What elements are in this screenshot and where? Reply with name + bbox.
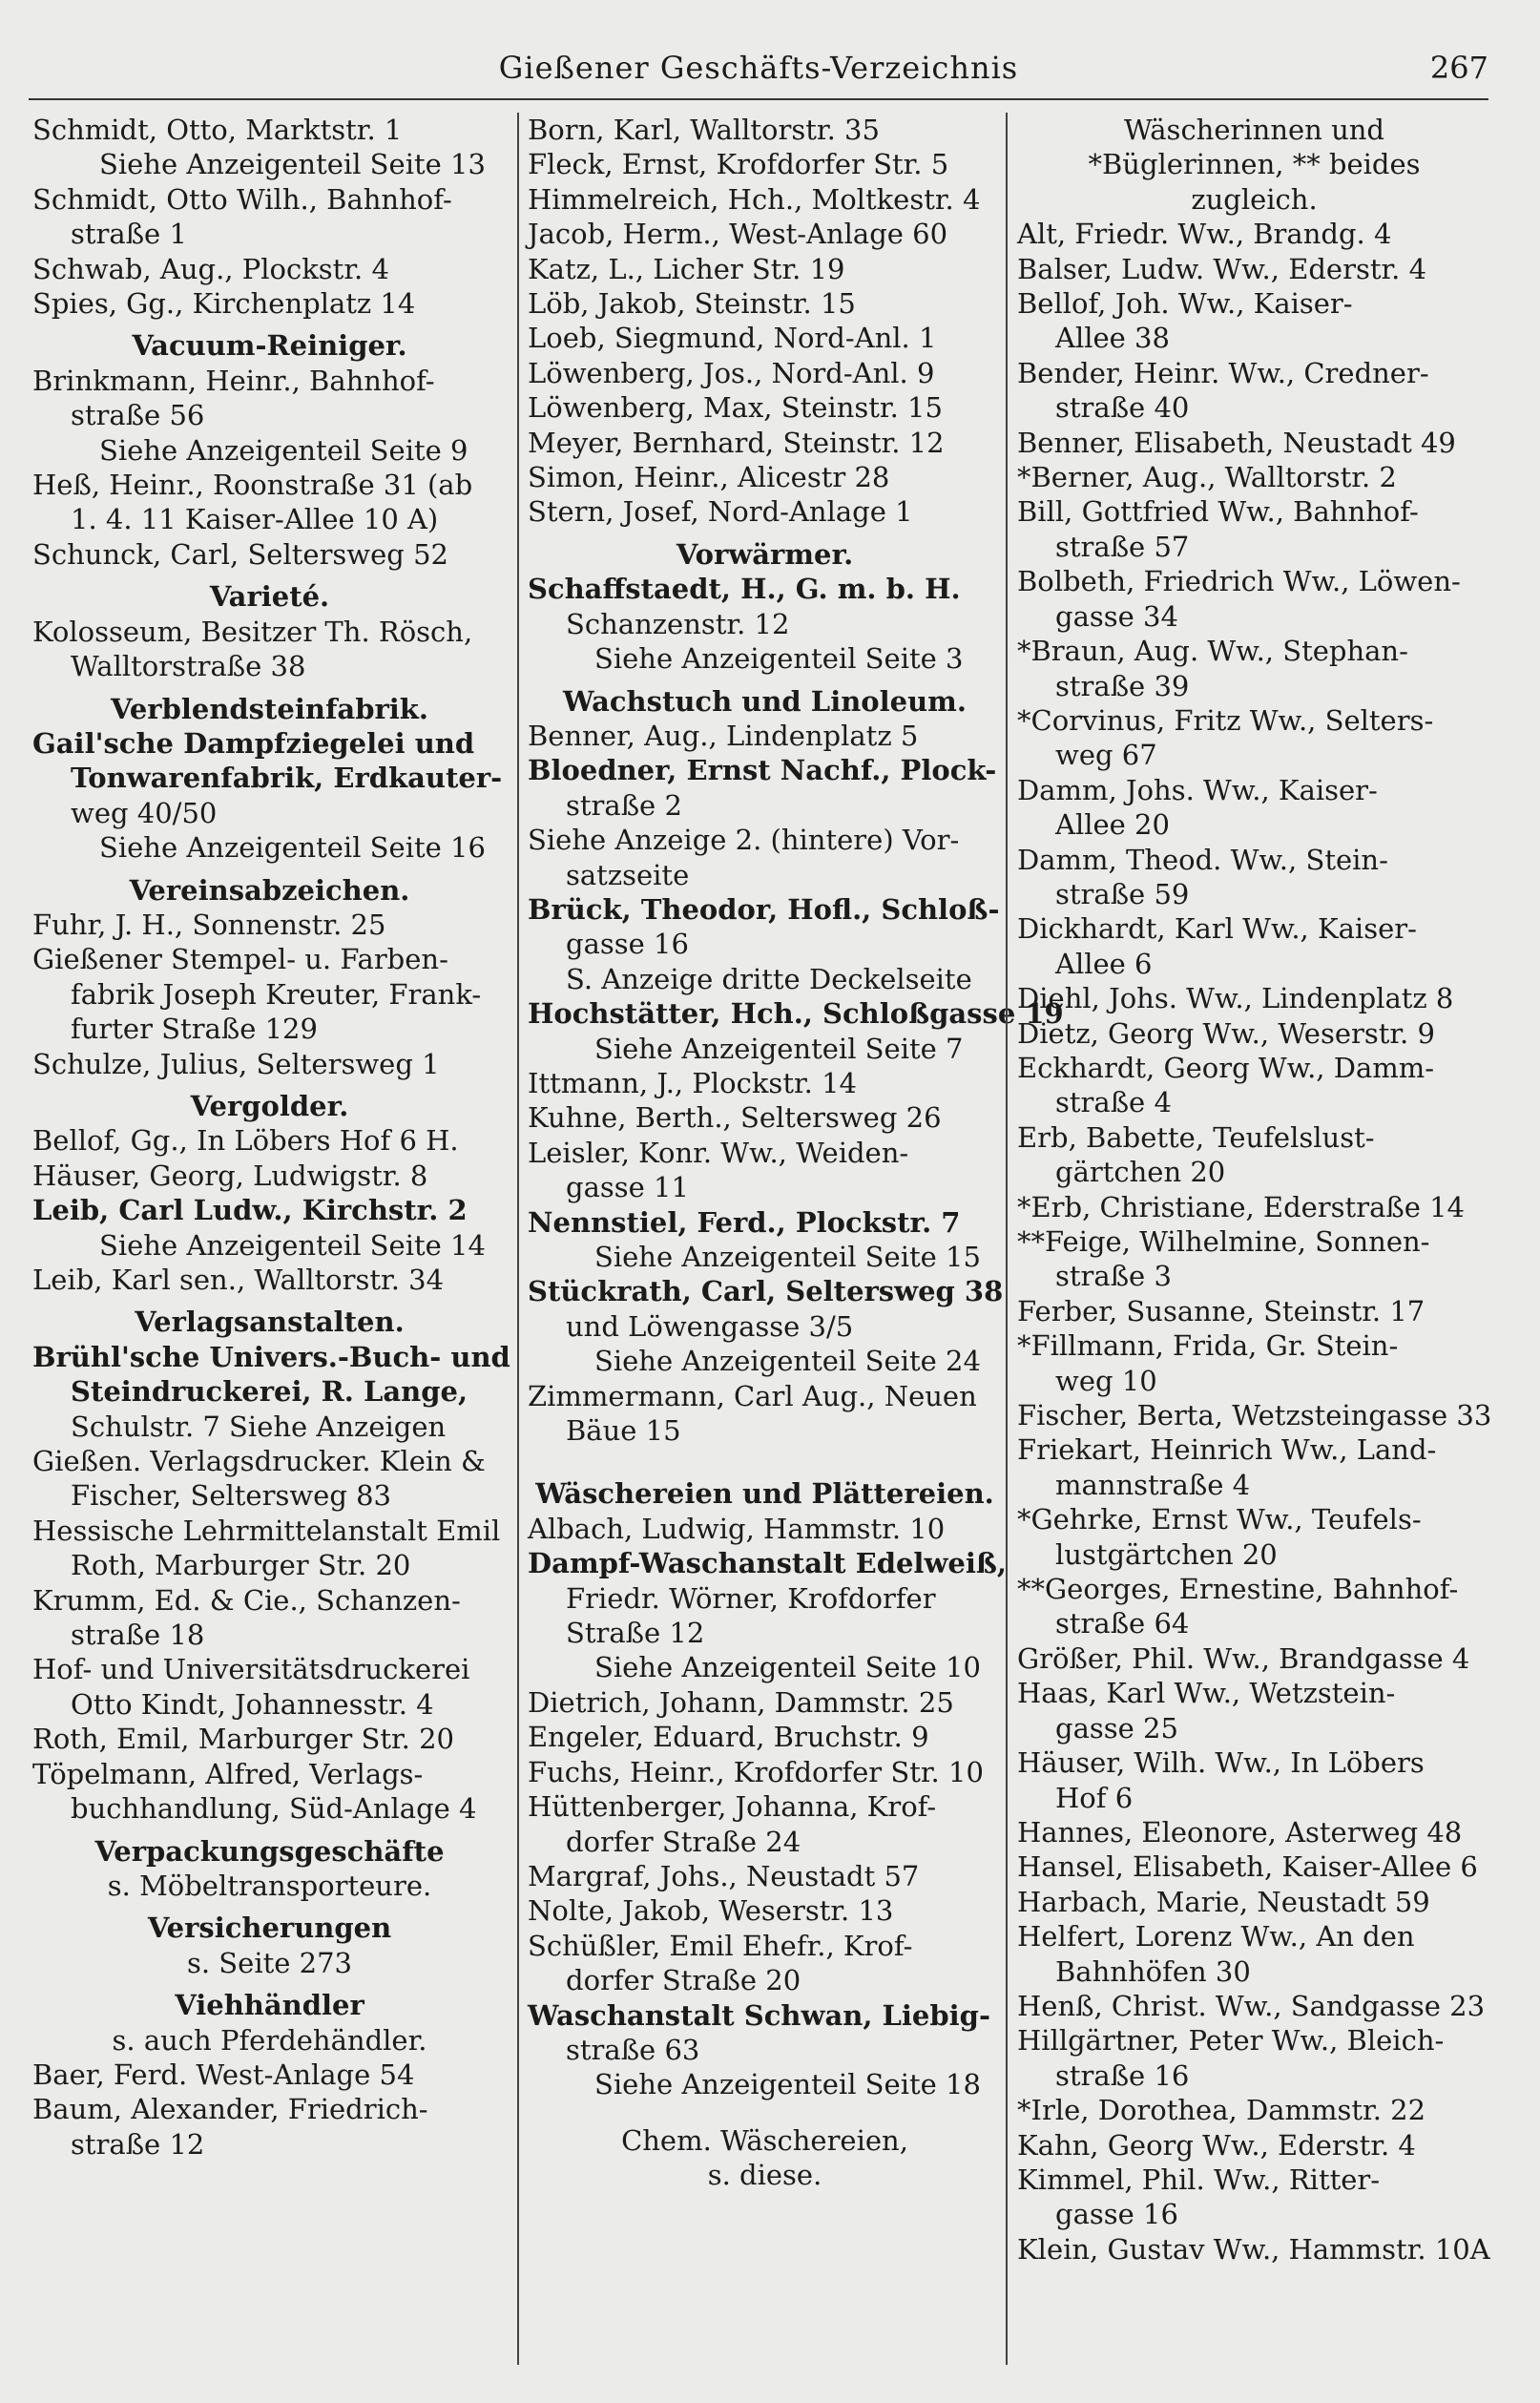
entry-continuation: gasse 16 — [1055, 2198, 1178, 2231]
directory-entry: *Fillmann, Frida, Gr. Stein- — [1017, 1329, 1399, 1363]
directory-entry: Erb, Babette, Teufelslust- — [1017, 1120, 1375, 1154]
directory-entry: Jacob, Herm., West-Anlage 60 — [528, 218, 948, 251]
entry-continuation: straße 39 — [1055, 669, 1190, 702]
directory-entry: Spies, Gg., Kirchenplatz 14 — [32, 287, 416, 321]
directory-entry-bold: Schaffstaedt, H., G. m. b. H. — [528, 573, 961, 606]
directory-entry: Töpelmann, Alfred, Verlags- — [32, 1757, 424, 1790]
directory-entry: Schwab, Aug., Plockstr. 4 — [32, 252, 389, 285]
section-note: s. Seite 273 — [186, 1946, 352, 1979]
entry-continuation: 1. 4. 11 Kaiser-Allee 10 A) — [71, 503, 439, 536]
directory-entry: Häuser, Wilh. Ww., In Löbers — [1017, 1746, 1425, 1780]
directory-entry: Krumm, Ed. & Cie., Schanzen- — [32, 1583, 461, 1617]
column-divider-2 — [1006, 113, 1008, 2365]
directory-entry: *Gehrke, Ernst Ww., Teufels- — [1017, 1503, 1422, 1536]
directory-entry: Heß, Heinr., Roonstraße 31 (ab — [32, 469, 473, 502]
entry-continuation: straße 56 — [71, 399, 205, 432]
directory-entry: Hannes, Eleonore, Asterweg 48 — [1017, 1815, 1463, 1849]
directory-entry-bold: Leib, Carl Ludw., Kirchstr. 2 — [32, 1194, 468, 1227]
directory-entry-bold: Bloedner, Ernst Nachf., Plock- — [528, 754, 997, 787]
directory-entry: Simon, Heinr., Alicestr 28 — [528, 461, 890, 494]
directory-entry: **Georges, Ernestine, Bahnhof- — [1017, 1573, 1459, 1606]
directory-entry: Himmelreich, Hch., Moltkestr. 4 — [528, 182, 981, 216]
directory-entry: Gießen. Verlagsdrucker. Klein & — [32, 1445, 486, 1478]
entry-continuation: Steindruckerei, R. Lange, — [71, 1375, 468, 1409]
directory-entry: Hillgärtner, Peter Ww., Bleich- — [1017, 2024, 1445, 2058]
entry-continuation: gasse 34 — [1055, 599, 1178, 633]
directory-entry: Schunck, Carl, Seltersweg 52 — [32, 537, 448, 571]
entry-reference: Siehe Anzeigenteil Seite 15 — [594, 1241, 981, 1273]
section-note: s. auch Pferdehändler. — [112, 2023, 427, 2057]
entry-continuation: gasse 16 — [566, 928, 689, 961]
entry-continuation: straße 4 — [1055, 1086, 1172, 1119]
directory-entry-bold: Nennstiel, Ferd., Plockstr. 7 — [528, 1205, 961, 1239]
entry-continuation: straße 16 — [1055, 2058, 1190, 2092]
section-heading: Verpackungsgeschäfte — [94, 1834, 445, 1868]
directory-entry: Gießener Stempel- u. Farben- — [32, 943, 448, 976]
directory-entry: Roth, Emil, Marburger Str. 20 — [32, 1723, 455, 1756]
directory-entry: Henß, Christ. Ww., Sandgasse 23 — [1017, 1989, 1486, 2022]
entry-continuation: weg 67 — [1055, 739, 1157, 772]
directory-entry: Klein, Gustav Ww., Hammstr. 10A — [1017, 2232, 1490, 2266]
directory-entry-bold: Stückrath, Carl, Seltersweg 38 — [528, 1275, 1004, 1308]
directory-entry: *Erb, Christiane, Ederstraße 14 — [1017, 1190, 1466, 1223]
directory-entry: Schulze, Julius, Seltersweg 1 — [32, 1047, 440, 1080]
entry-continuation: straße 64 — [1055, 1607, 1190, 1640]
section-heading: Verlagsanstalten. — [135, 1306, 405, 1339]
entry-continuation: satzseite — [566, 858, 690, 891]
directory-entry: Dickhardt, Karl Ww., Kaiser- — [1017, 912, 1417, 946]
directory-entry: Häuser, Georg, Ludwigstr. 8 — [32, 1159, 428, 1192]
entry-reference: Siehe Anzeigenteil Seite 10 — [594, 1651, 981, 1684]
directory-entry: Hessische Lehrmittelanstalt Emil — [32, 1514, 501, 1547]
directory-entry: Leib, Karl sen., Walltorstr. 34 — [32, 1264, 445, 1296]
directory-entry: Diehl, Johs. Ww., Lindenplatz 8 — [1017, 982, 1454, 1015]
directory-entry: Loeb, Siegmund, Nord-Anl. 1 — [528, 322, 937, 355]
directory-entry: Dietz, Georg Ww., Weserstr. 9 — [1017, 1016, 1435, 1050]
directory-entry: Schüßler, Emil Ehefr., Krof- — [528, 1929, 913, 1962]
entry-continuation: straße 18 — [71, 1619, 205, 1652]
entry-continuation: straße 63 — [566, 2033, 700, 2066]
spacer — [528, 1448, 1002, 1469]
section-heading: Varieté. — [209, 580, 330, 614]
directory-entry: Bellof, Gg., In Löbers Hof 6 H. — [32, 1124, 459, 1158]
entry-continuation: Allee 20 — [1055, 808, 1170, 842]
column-1 — [32, 113, 510, 2384]
section-note: Chem. Wäschereien, — [621, 2123, 908, 2157]
directory-entry: Stern, Josef, Nord-Anlage 1 — [528, 495, 913, 529]
directory-entry: Brinkmann, Heinr., Bahnhof- — [32, 364, 435, 397]
entry-reference: Siehe Anzeigenteil Seite 3 — [594, 642, 964, 676]
directory-entry: Engeler, Eduard, Bruchstr. 9 — [528, 1721, 929, 1754]
section-note: zugleich. — [1191, 182, 1318, 216]
section-note: *Büglerinnen, ** beides — [1088, 148, 1421, 181]
page-header — [29, 50, 1488, 97]
directory-entry: Benner, Elisabeth, Neustadt 49 — [1017, 426, 1456, 459]
entry-continuation: mannstraße 4 — [1055, 1468, 1251, 1501]
directory-entry: Löwenberg, Max, Steinstr. 15 — [528, 391, 943, 425]
entry-continuation: S. Anzeige dritte Deckelseite — [566, 962, 972, 995]
directory-entry: Hansel, Elisabeth, Kaiser-Allee 6 — [1017, 1850, 1478, 1884]
section-heading: Verblendsteinfabrik. — [111, 692, 428, 725]
entry-continuation: Roth, Marburger Str. 20 — [71, 1549, 411, 1582]
entry-reference: Siehe Anzeigenteil Seite 13 — [99, 148, 486, 181]
entry-continuation: Bäue 15 — [566, 1414, 681, 1448]
section-note: s. diese. — [707, 2159, 822, 2192]
directory-entry-bold: Dampf-Waschanstalt Edelweiß, — [528, 1547, 1008, 1580]
entry-continuation: Allee 6 — [1055, 947, 1153, 980]
directory-entry: *Berner, Aug., Walltorstr. 2 — [1017, 461, 1397, 494]
header-rule — [29, 98, 1488, 100]
directory-entry: Baer, Ferd. West-Anlage 54 — [32, 2058, 415, 2091]
directory-entry: Ittmann, J., Plockstr. 14 — [528, 1066, 857, 1099]
directory-entry: Helfert, Lorenz Ww., An den — [1017, 1920, 1415, 1954]
entry-continuation: Tonwarenfabrik, Erdkauter- — [71, 762, 503, 795]
directory-entry: Leisler, Konr. Ww., Weiden- — [528, 1136, 909, 1169]
entry-continuation: straße 57 — [1055, 530, 1190, 563]
page-title: Gießener Geschäfts-Verzeichnis — [498, 50, 1019, 86]
entry-continuation: Hof 6 — [1055, 1781, 1134, 1814]
directory-entry: Siehe Anzeige 2. (hintere) Vor- — [528, 824, 960, 857]
entry-continuation: Fischer, Seltersweg 83 — [71, 1479, 392, 1513]
entry-continuation: Schanzenstr. 12 — [566, 607, 790, 640]
directory-entry-bold: Hochstätter, Hch., Schloßgasse 19 — [528, 997, 1064, 1031]
directory-entry: Margraf, Johs., Neustadt 57 — [528, 1859, 920, 1892]
entry-reference: Siehe Anzeigenteil Seite 9 — [99, 433, 468, 467]
directory-entry: Zimmermann, Carl Aug., Neuen — [528, 1379, 977, 1412]
section-heading: Wäschereien und Plättereien. — [535, 1477, 994, 1511]
section-heading: Vergolder. — [190, 1089, 349, 1122]
directory-entry: *Corvinus, Fritz Ww., Selters- — [1017, 703, 1434, 737]
directory-entry: Benner, Aug., Lindenplatz 5 — [528, 719, 919, 752]
directory-entry: Dietrich, Johann, Dammstr. 25 — [528, 1685, 954, 1719]
directory-entry: Damm, Theod. Ww., Stein- — [1017, 843, 1388, 876]
directory-entry: Kimmel, Phil. Ww., Ritter- — [1017, 2163, 1381, 2196]
section-heading: Versicherungen — [147, 1912, 392, 1945]
entry-continuation: lustgärtchen 20 — [1055, 1537, 1278, 1571]
directory-entry: Kuhne, Berth., Seltersweg 26 — [528, 1101, 942, 1135]
directory-entry: Meyer, Bernhard, Steinstr. 12 — [528, 426, 945, 459]
directory-entry: Friekart, Heinrich Ww., Land- — [1017, 1433, 1437, 1467]
entry-continuation: Straße 12 — [566, 1617, 705, 1650]
directory-entry: Bill, Gottfried Ww., Bahnhof- — [1017, 495, 1419, 529]
directory-entry: Bolbeth, Friedrich Ww., Löwen- — [1017, 565, 1461, 598]
directory-entry: Harbach, Marie, Neustadt 59 — [1017, 1885, 1430, 1918]
directory-entry-bold: Waschanstalt Schwan, Liebig- — [528, 1998, 990, 2032]
directory-entry: Hüttenberger, Johanna, Krof- — [528, 1790, 937, 1824]
spacer — [528, 2102, 1002, 2123]
page-number: 267 — [1429, 50, 1488, 86]
section-note: s. Möbeltransporteure. — [107, 1869, 432, 1902]
entry-reference: Siehe Anzeigenteil Seite 24 — [594, 1345, 981, 1378]
directory-entry-bold: Brück, Theodor, Hofl., Schloß- — [528, 892, 1000, 926]
directory-entry: *Braun, Aug. Ww., Stephan- — [1017, 635, 1408, 668]
entry-continuation: Bahnhöfen 30 — [1055, 1954, 1251, 1988]
directory-entry: Katz, L., Licher Str. 19 — [528, 252, 845, 285]
entry-continuation: und Löwengasse 3/5 — [566, 1309, 854, 1343]
entry-continuation: straße 12 — [71, 2127, 205, 2161]
section-heading: Vorwärmer. — [676, 537, 854, 571]
section-heading: Vereinsabzeichen. — [129, 873, 410, 907]
directory-entry: Löb, Jakob, Steinstr. 15 — [528, 287, 856, 321]
directory-entry: Kolosseum, Besitzer Th. Rösch, — [32, 615, 473, 648]
directory-entry: Fleck, Ernst, Krofdorfer Str. 5 — [528, 148, 949, 181]
section-heading: Viehhändler — [175, 1989, 364, 2022]
entry-continuation: gärtchen 20 — [1055, 1156, 1226, 1189]
directory-entry: Hof- und Universitätsdruckerei — [32, 1653, 470, 1686]
entry-reference: Siehe Anzeigenteil Seite 16 — [99, 831, 486, 865]
directory-entry: Eckhardt, Georg Ww., Damm- — [1017, 1051, 1435, 1084]
entry-continuation: weg 40/50 — [71, 796, 218, 829]
directory-entry: Balser, Ludw. Ww., Ederstr. 4 — [1017, 252, 1427, 285]
directory-entry: Nolte, Jakob, Weserstr. 13 — [528, 1894, 894, 1928]
directory-entry: Kahn, Georg Ww., Ederstr. 4 — [1017, 2128, 1416, 2162]
directory-entry: Haas, Karl Ww., Wetzstein- — [1017, 1677, 1396, 1710]
entry-continuation: Walltorstraße 38 — [71, 650, 306, 683]
entry-continuation: straße 1 — [71, 218, 187, 251]
directory-entry: Born, Karl, Walltorstr. 35 — [528, 114, 880, 146]
entry-continuation: Allee 38 — [1055, 322, 1170, 355]
directory-entry: Löwenberg, Jos., Nord-Anl. 9 — [528, 356, 935, 389]
directory-entry: Damm, Johs. Ww., Kaiser- — [1017, 773, 1378, 806]
entry-continuation: fabrik Joseph Kreuter, Frank- — [71, 977, 482, 1011]
entry-continuation: gasse 25 — [1055, 1711, 1178, 1745]
directory-entry-bold: Gail'sche Dampfziegelei und — [32, 726, 475, 760]
column-3 — [1017, 113, 1491, 2384]
directory-entry: Fischer, Berta, Wetzsteingasse 33 — [1017, 1399, 1492, 1432]
section-heading: Wachstuch und Linoleum. — [563, 684, 967, 718]
column-divider-1 — [517, 113, 519, 2365]
directory-entry: Schmidt, Otto Wilh., Bahnhof- — [32, 182, 452, 216]
entry-reference: Siehe Anzeigenteil Seite 14 — [99, 1228, 486, 1262]
entry-continuation: weg 10 — [1055, 1364, 1157, 1397]
directory-entry: Alt, Friedr. Ww., Brandg. 4 — [1017, 218, 1392, 251]
entry-continuation: straße 2 — [566, 788, 682, 822]
entry-continuation: Otto Kindt, Johannesstr. 4 — [71, 1687, 434, 1721]
entry-continuation: straße 40 — [1055, 391, 1190, 425]
directory-entry: Schmidt, Otto, Marktstr. 1 — [32, 114, 403, 146]
directory-entry: Bellof, Joh. Ww., Kaiser- — [1017, 287, 1353, 321]
entry-continuation: gasse 11 — [566, 1171, 689, 1204]
entry-continuation: Friedr. Wörner, Krofdorfer — [566, 1581, 936, 1615]
section-note: Wäscherinnen und — [1123, 114, 1384, 146]
entry-continuation: dorfer Straße 24 — [566, 1825, 801, 1858]
directory-entry: *Irle, Dorothea, Dammstr. 22 — [1017, 2094, 1426, 2127]
directory-entry: Albach, Ludwig, Hammstr. 10 — [528, 1512, 946, 1545]
section-heading: Vacuum-Reiniger. — [132, 329, 407, 363]
directory-entry-bold: Brühl'sche Univers.-Buch- und — [32, 1340, 510, 1373]
directory-entry: Ferber, Susanne, Steinstr. 17 — [1017, 1294, 1426, 1327]
directory-entry: Bender, Heinr. Ww., Credner- — [1017, 356, 1429, 389]
entry-reference: Siehe Anzeigenteil Seite 7 — [594, 1032, 964, 1065]
entry-reference: Siehe Anzeigenteil Seite 18 — [594, 2068, 981, 2101]
entry-continuation: straße 3 — [1055, 1260, 1172, 1293]
column-2 — [528, 113, 1064, 2384]
directory-entry: Fuchs, Heinr., Krofdorfer Str. 10 — [528, 1755, 984, 1788]
entry-continuation: furter Straße 129 — [71, 1013, 318, 1046]
directory-entry: Fuhr, J. H., Sonnenstr. 25 — [32, 908, 386, 941]
entry-continuation: straße 59 — [1055, 877, 1190, 910]
entry-continuation: buchhandlung, Süd-Anlage 4 — [71, 1792, 477, 1826]
entry-continuation: Schulstr. 7 Siehe Anzeigen — [71, 1410, 447, 1443]
directory-entry: **Feige, Wilhelmine, Sonnen- — [1017, 1225, 1430, 1258]
directory-entry: Baum, Alexander, Friedrich- — [32, 2093, 428, 2126]
entry-continuation: dorfer Straße 20 — [566, 1964, 801, 1997]
directory-entry: Größer, Phil. Ww., Brandgasse 4 — [1017, 1641, 1470, 1675]
